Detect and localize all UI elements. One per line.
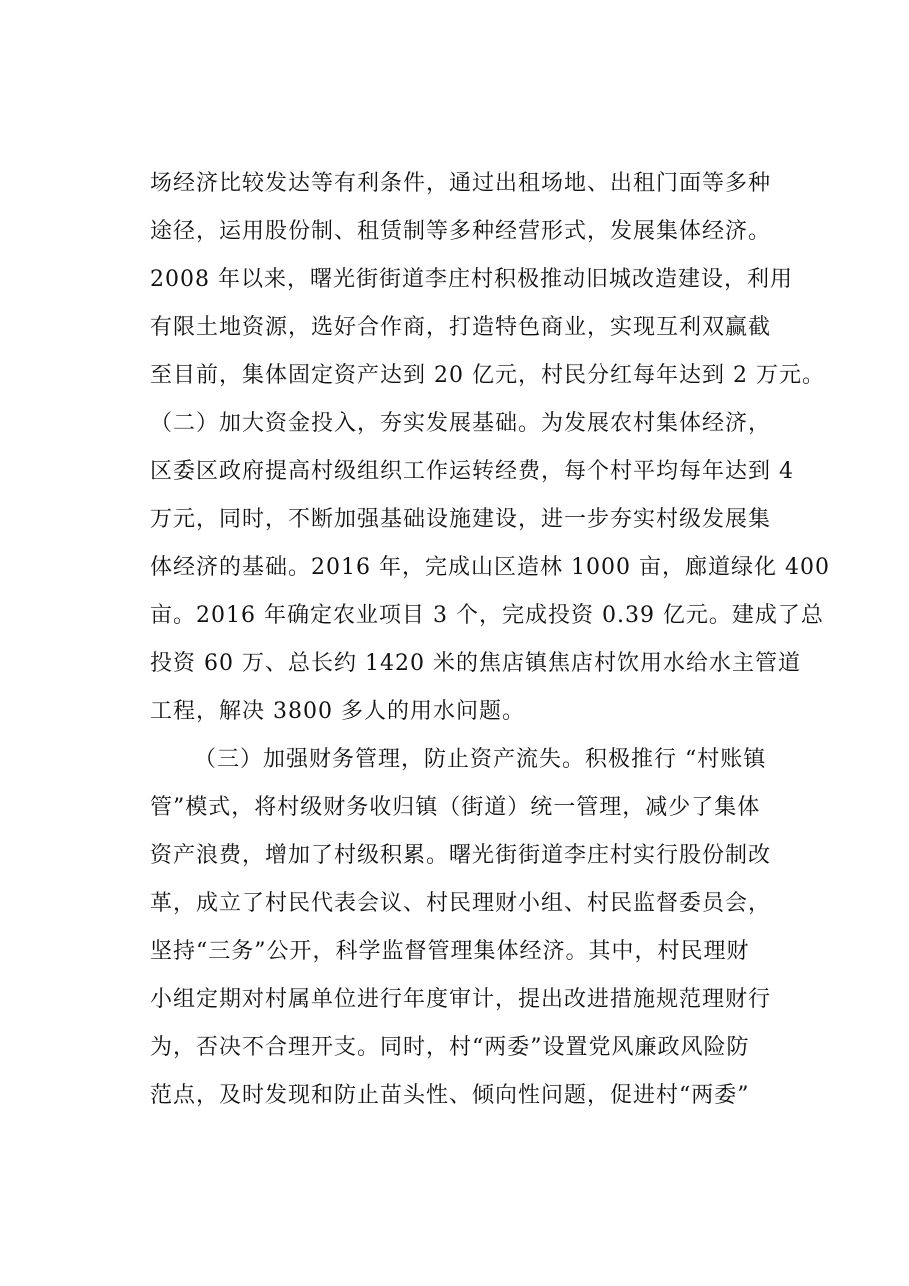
text-line: 为，否决不合理开支。同时，村“两委”设置党风廉政风险防 (150, 1035, 750, 1060)
text-line: 革，成立了村民代表会议、村民理财小组、村民监督委员会， (150, 891, 772, 916)
text-line: 投资 60 万、总长约 1420 米的焦店镇焦店村饮用水给水主管道 (150, 651, 801, 676)
text-line: 体经济的基础。2016 年，完成山区造林 1000 亩，廊道绿化 400 (150, 555, 830, 580)
text-line: 资产浪费，增加了村级积累。曙光街街道李庄村实行股份制改 (150, 843, 772, 868)
text-line: 工程，解决 3800 多人的用水问题。 (150, 699, 525, 724)
text-line: 坚持“三务”公开，科学监督管理集体经济。其中，村民理财 (150, 939, 750, 964)
text-line: 管”模式，将村级财务收归镇（街道）统一管理，减少了集体 (150, 795, 761, 820)
text-line: 途径，运用股份制、租赁制等多种经营形式，发展集体经济。 (150, 219, 772, 244)
text-line: 至目前，集体固定资产达到 20 亿元，村民分红每年达到 2 万元。 (150, 363, 825, 388)
text-line: 场经济比较发达等有利条件，通过出租场地、出租门面等多种 (150, 171, 772, 196)
text-line: 小组定期对村属单位进行年度审计，提出改进措施规范理财行 (150, 987, 772, 1012)
text-line: （二）加大资金投入，夯实发展基础。为发展农村集体经济， (150, 411, 772, 436)
text-line: 2008 年以来，曙光街街道李庄村积极推动旧城改造建设，利用 (150, 267, 793, 292)
paragraph-start-line: （三）加强财务管理，防止资产流失。积极推行 “村账镇 (194, 747, 767, 772)
text-line: 范点，及时发现和防止苗头性、倾向性问题，促进村“两委” (150, 1083, 750, 1108)
text-line: 区委区政府提高村级组织工作运转经费，每个村平均每年达到 4 (150, 459, 794, 484)
body-text (150, 160, 830, 1120)
text-line: 有限土地资源，选好合作商，打造特色商业，实现互利双赢截 (150, 315, 772, 340)
text-line: 亩。2016 年确定农业项目 3 个，完成投资 0.39 亿元。建成了总 (150, 603, 824, 628)
text-line: 万元，同时，不断加强基础设施建设，进一步夯实村级发展集 (150, 507, 772, 532)
